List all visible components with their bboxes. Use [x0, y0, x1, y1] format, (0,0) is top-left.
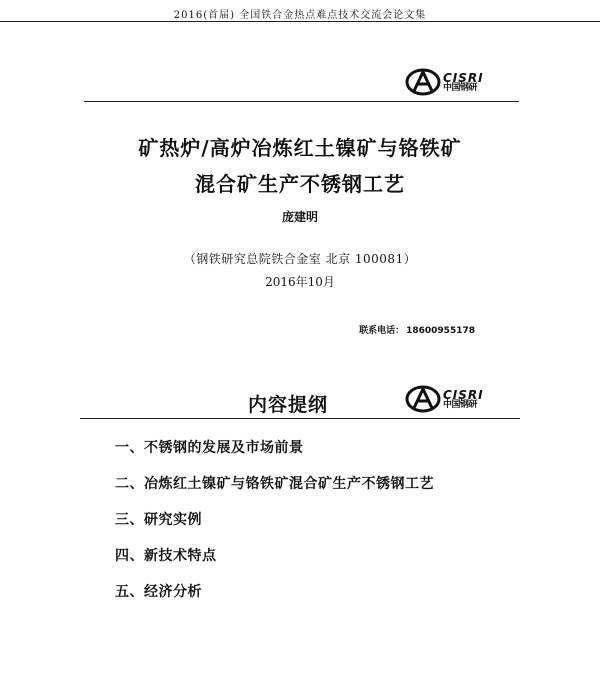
logo-text-en: CISRI — [443, 70, 484, 85]
date: 2016年10月 — [265, 275, 335, 289]
outline-title: 内容提纲 — [248, 394, 329, 416]
header-rule — [0, 21, 600, 22]
contact-label: 联系电话： — [359, 326, 405, 336]
contact — [359, 323, 475, 336]
author: 庞建明 — [281, 210, 318, 224]
logo-text-cn: 中国钢研 — [443, 399, 478, 410]
page-header: 2016(首届) 全国铁合金热点难点技术交流会论文集 — [173, 10, 427, 21]
outline-item: 一、不锈钢的发展及市场前景 — [115, 440, 304, 456]
title-rule — [84, 101, 519, 102]
outline-list — [115, 430, 434, 610]
outline-rule — [80, 418, 520, 419]
contact-phone: 18600955178 — [406, 326, 475, 336]
cisri-logo — [405, 385, 484, 413]
logo-text-cn: 中国钢研 — [443, 82, 478, 93]
cisri-logo-icon — [405, 385, 441, 413]
logo-text-en: CISRI — [443, 387, 484, 402]
cisri-logo-icon — [405, 68, 441, 96]
outline-item: 四、新技术特点 — [115, 548, 217, 564]
outline-item: 二、冶炼红土镍矿与铬铁矿混合矿生产不锈钢工艺 — [115, 476, 434, 492]
title-line-2: 混合矿生产不锈钢工艺 — [195, 172, 405, 196]
cisri-logo — [405, 68, 484, 96]
affiliation: （钢铁研究总院铁合金室 北京 100081） — [183, 252, 417, 266]
title-line-1: 矿热炉/高炉冶炼红土镍矿与铬铁矿 — [138, 136, 462, 160]
outline-item: 三、研究实例 — [115, 512, 202, 528]
outline-item: 五、经济分析 — [115, 584, 202, 600]
